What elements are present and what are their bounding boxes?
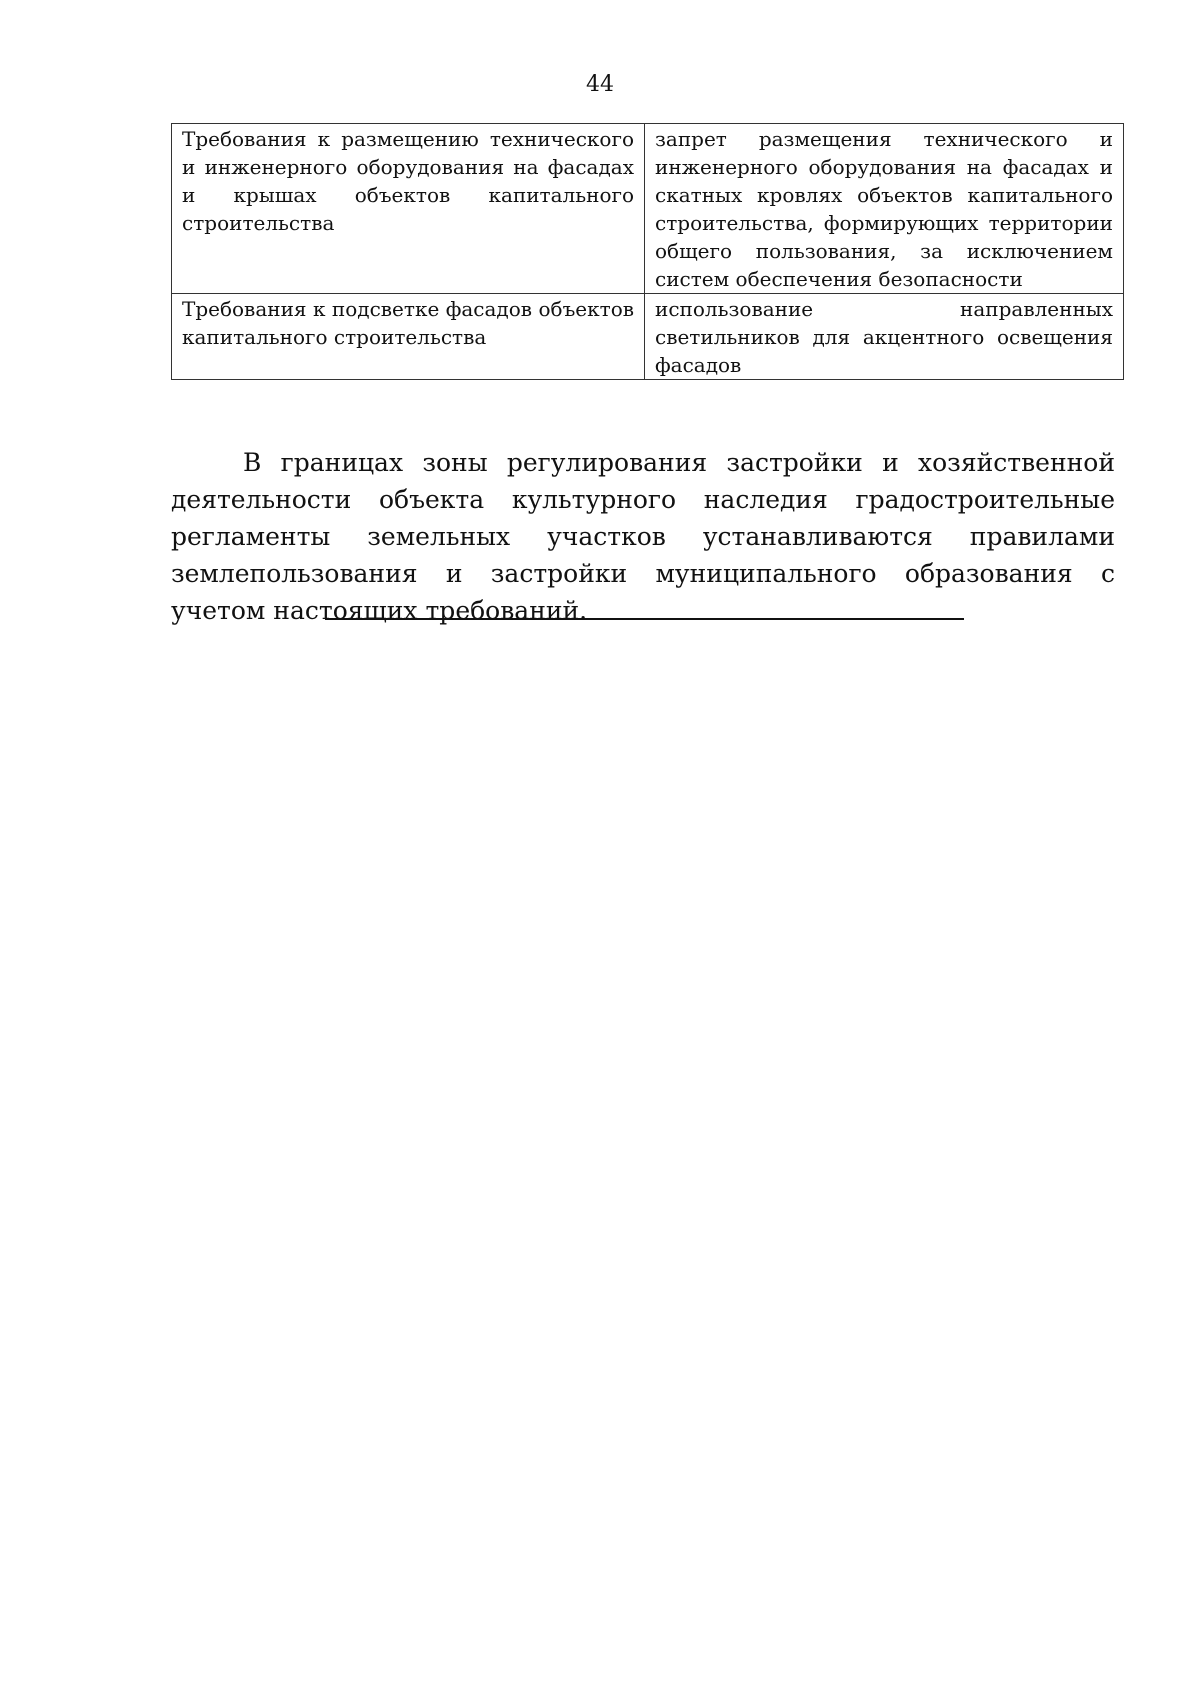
table-row: [172, 294, 1124, 380]
body-paragraph: В границах зоны регулирования застройки и хозяйственной деятельности объекта культурного наследия градостроительные регламенты земельных участков устанавливаются правилами землепользования и застройки муниципального образования с учетом настоящих требований.: [171, 448, 1115, 625]
requirement-cell: Требования к размещению технического и инженерного оборудования на фасадах и крышах объектов капитального строительства: [172, 124, 645, 294]
requirement-cell: Требования к подсветке фасадов объектов капитального строительства: [172, 294, 645, 380]
table-row: [172, 124, 1124, 294]
requirement-value-cell: запрет размещения технического и инженерного оборудования на фасадах и скатных кровлях объектов капитального строительства, формирующих территории общего пользования, за исключением систем обеспечения безопасности: [645, 124, 1124, 294]
requirement-value-cell: использование направленных светильников для акцентного освещения фасадов: [645, 294, 1124, 380]
requirements-table: [171, 123, 1124, 380]
page-number: 44: [586, 72, 614, 97]
end-of-text-rule: [325, 618, 964, 620]
